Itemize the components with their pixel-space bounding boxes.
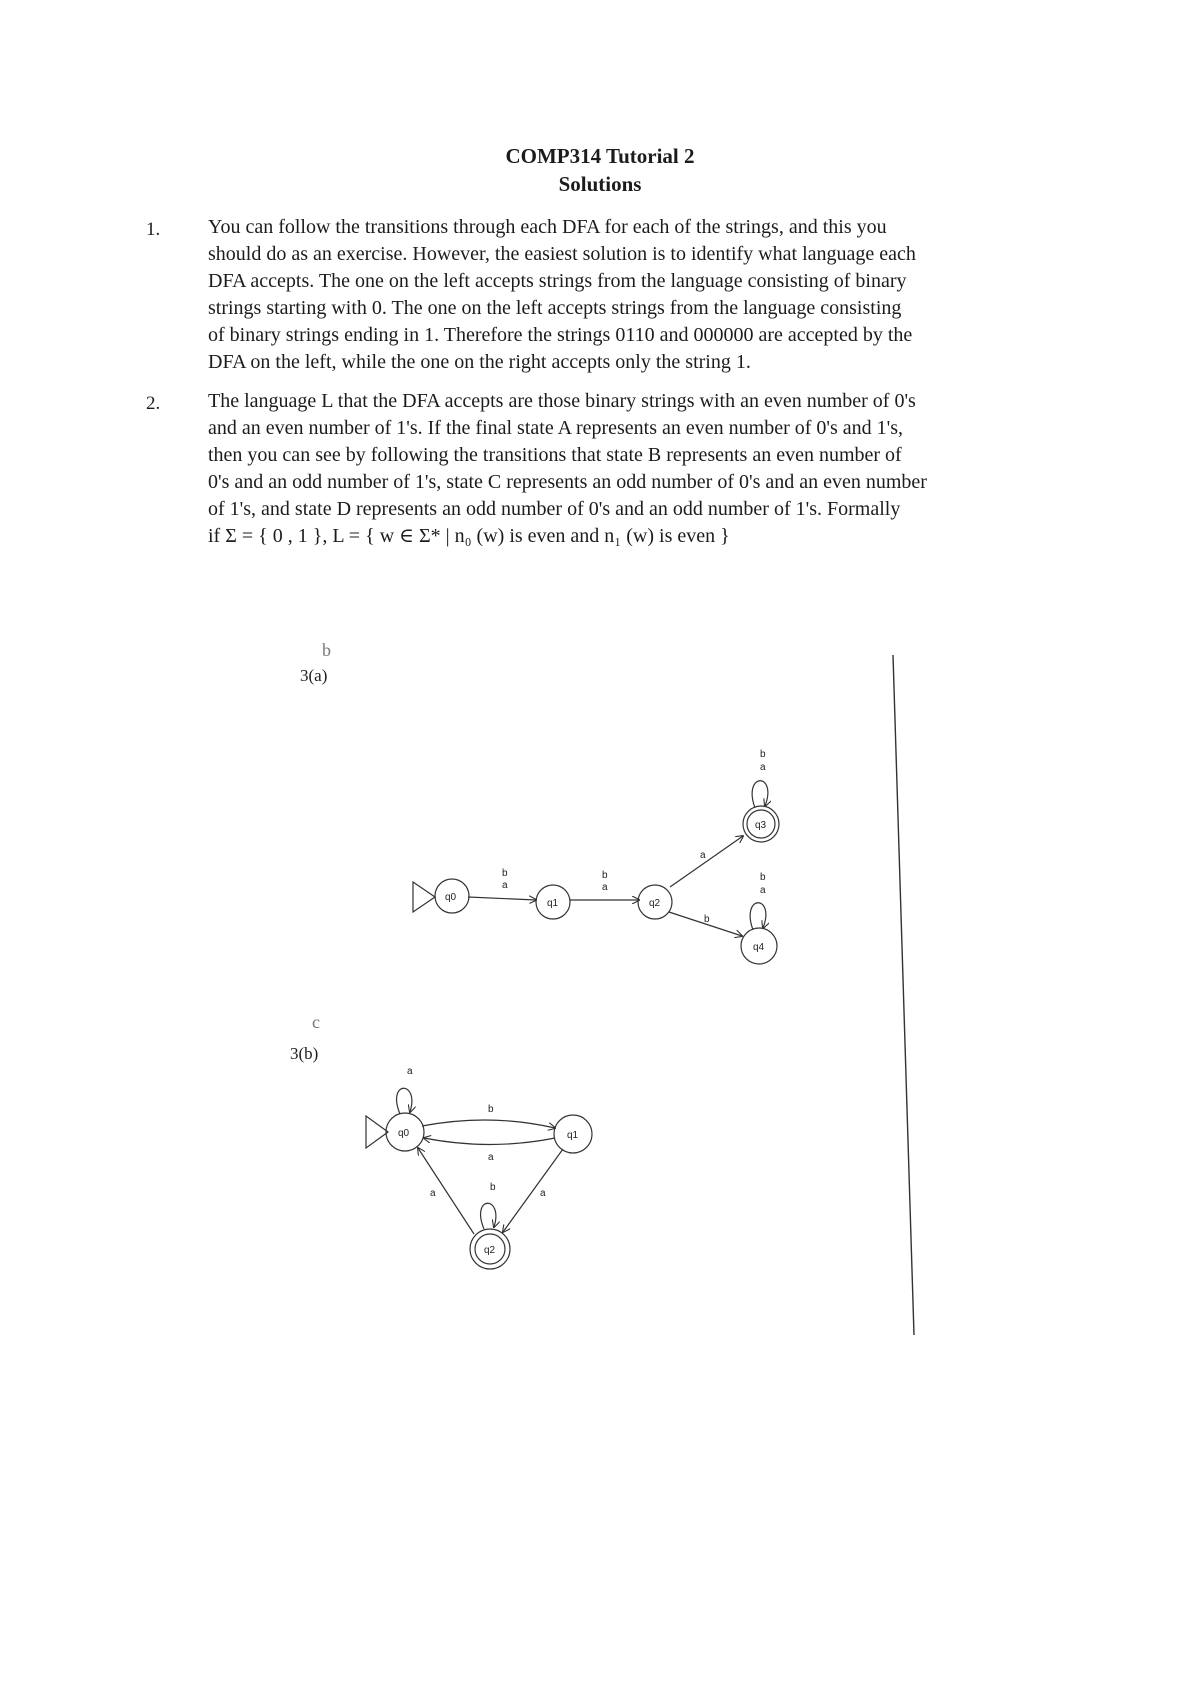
transition-label: b <box>502 868 508 879</box>
figure-3b-label: 3(b) <box>290 1044 319 1063</box>
answer-line: should do as an exercise. However, the easiest solution is to identify what language each <box>208 243 916 265</box>
edge-q0-q1 <box>422 1120 555 1128</box>
edge-q2-q3 <box>670 836 743 887</box>
dfa-3a-text <box>445 749 767 953</box>
margin-mark-b: c <box>312 1012 320 1032</box>
loop-q4 <box>750 903 766 930</box>
answer-line: and an even number of 1's. If the final state A represents an even number of 0's and 1's, <box>208 417 904 439</box>
state-label: q4 <box>753 942 765 953</box>
answer-line: 0's and an odd number of 1's, state C represents an odd number of 0's and an even number <box>208 471 927 493</box>
dfa-3b-text <box>398 1066 579 1256</box>
question-2-number: 2. <box>146 393 161 414</box>
transition-label: a <box>407 1066 413 1077</box>
start-arrow-icon <box>413 882 435 912</box>
document-subtitle: Solutions <box>558 172 642 196</box>
transition-label: a <box>700 850 706 861</box>
transition-label: a <box>602 882 608 893</box>
document-title: COMP314 Tutorial 2 <box>505 144 695 168</box>
transition-label: a <box>488 1152 494 1163</box>
scan-edge-line <box>893 655 914 1335</box>
loop-q0 <box>397 1088 412 1114</box>
answer-line: DFA accepts. The one on the left accepts strings from the language consisting of binary <box>208 270 907 292</box>
answer-line: of binary strings ending in 1. Therefore the strings 0110 and 000000 are accepted by the <box>208 324 913 346</box>
answer-line: The language L that the DFA accepts are those binary strings with an even number of 0's <box>208 390 916 412</box>
loop-q2 <box>481 1203 496 1229</box>
transition-label: b <box>490 1182 496 1193</box>
state-label: q1 <box>567 1130 579 1141</box>
transition-label: b <box>602 870 608 881</box>
answer-line: DFA on the left, while the one on the right accepts only the string 1. <box>208 351 751 373</box>
state-label: q2 <box>484 1245 496 1256</box>
edge-q1-q0 <box>424 1138 555 1145</box>
edge-q2-q0 <box>418 1148 474 1234</box>
answer-line: strings starting with 0. The one on the left accepts strings from the language consisting <box>208 297 902 319</box>
figure-3a-label: 3(a) <box>300 666 328 685</box>
transition-label: b <box>760 749 766 760</box>
margin-mark-a: b <box>322 640 331 660</box>
transition-label: b <box>488 1104 494 1115</box>
transition-label: a <box>502 880 508 891</box>
dfa-3a <box>413 781 779 964</box>
transition-label: a <box>430 1188 436 1199</box>
state-label: q1 <box>547 898 559 909</box>
loop-q3 <box>752 781 768 808</box>
state-label: q0 <box>398 1128 410 1139</box>
state-label: q3 <box>755 820 767 831</box>
question-1-number: 1. <box>146 219 161 240</box>
answer-line: You can follow the transitions through each DFA for each of the strings, and this you <box>208 216 887 238</box>
state-label: q2 <box>649 898 661 909</box>
transition-label: a <box>760 885 766 896</box>
formal-definition: if Σ = { 0 , 1 }, L = { w ∈ Σ* | n₀ (w) is even and n₁ (w) is even } <box>208 525 730 547</box>
state-label: q0 <box>445 892 457 903</box>
transition-label: b <box>760 872 766 883</box>
edge-q0-q1 <box>468 897 536 900</box>
answer-line: then you can see by following the transitions that state B represents an even number of <box>208 444 902 466</box>
start-arrow-icon <box>366 1116 388 1148</box>
transition-label: a <box>540 1188 546 1199</box>
transition-label: b <box>704 914 710 925</box>
dfa-3b <box>366 1088 592 1269</box>
transition-label: a <box>760 762 766 773</box>
answer-line: of 1's, and state D represents an odd number of 0's and an odd number of 1's. Formally <box>208 498 901 520</box>
edge-q1-q2 <box>503 1149 563 1232</box>
